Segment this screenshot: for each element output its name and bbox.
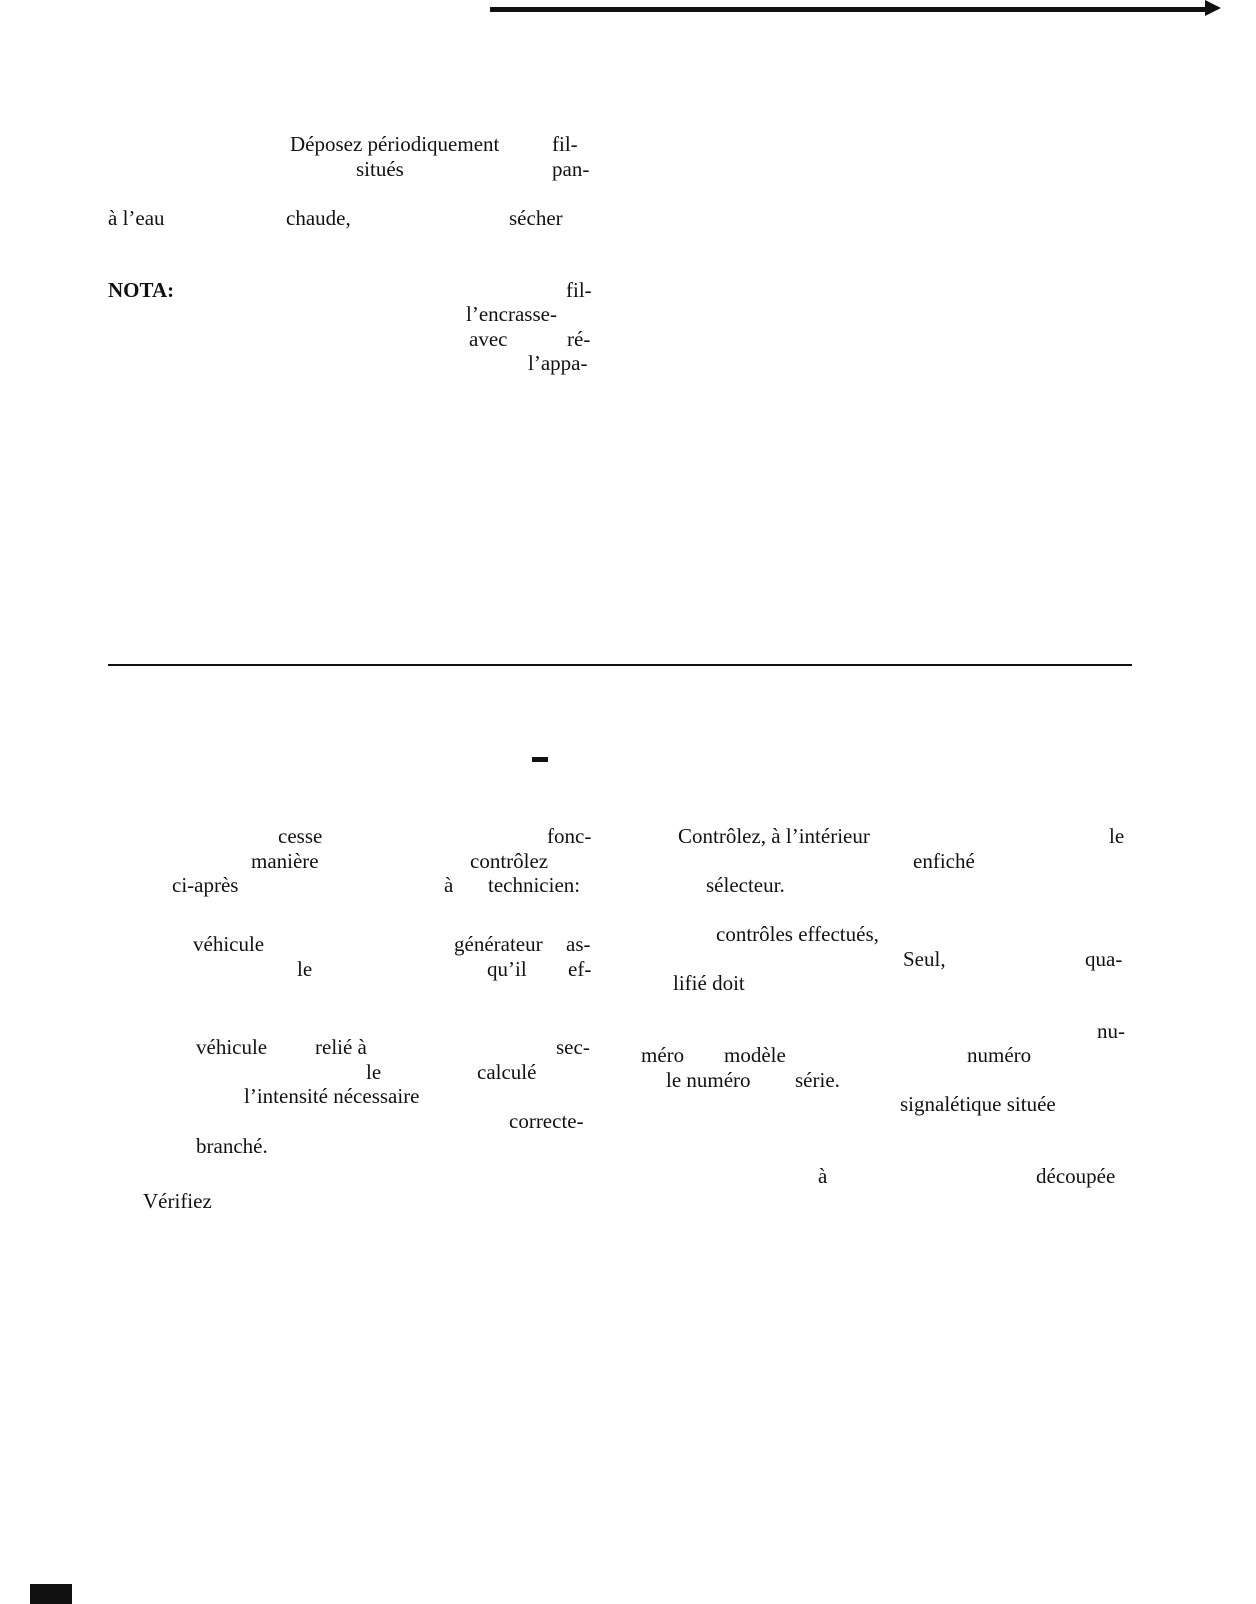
text-fragment: signalétique située	[900, 1092, 1056, 1116]
text-fragment: méro	[641, 1043, 685, 1067]
text-fragment: situés	[356, 157, 404, 181]
text-fragment: relié à	[315, 1035, 367, 1059]
text-fragment: avec	[469, 327, 508, 351]
text-fragment: Contrôlez, à l’intérieur	[678, 824, 870, 848]
text-fragment: série.	[795, 1068, 840, 1092]
text-fragment: à	[818, 1164, 828, 1188]
text-fragment: contrôlez	[470, 849, 549, 873]
text-fragment: nu-	[1097, 1019, 1125, 1043]
text-fragment: technicien:	[488, 873, 581, 897]
text-fragment: calculé	[477, 1060, 537, 1084]
text-fragment: qua-	[1085, 947, 1123, 971]
text-fragment: l’appa-	[528, 351, 588, 375]
text-fragment: chaude,	[286, 206, 351, 230]
text-fragment: l’intensité nécessaire	[244, 1084, 420, 1108]
text-fragment: manière	[251, 849, 319, 873]
text-fragment: découpée	[1036, 1164, 1116, 1188]
text-fragment: modèle	[724, 1043, 786, 1067]
text-fragment: fil-	[552, 132, 578, 156]
text-fragment: as-	[566, 932, 591, 956]
text-fragment: le	[297, 957, 313, 981]
text-fragment: contrôles effectués,	[716, 922, 879, 946]
text-fragment: ci-après	[172, 873, 239, 897]
page-corner-mark	[30, 1584, 72, 1604]
text-fragment: le	[366, 1060, 382, 1084]
text-fragment: qu’il	[487, 957, 527, 981]
text-fragment: branché.	[196, 1134, 268, 1158]
text-fragment: pan-	[552, 157, 590, 181]
text-fragment: l’encrasse-	[466, 302, 557, 326]
text-fragment: Déposez périodiquement	[290, 132, 500, 156]
text-fragment: le	[1109, 824, 1125, 848]
text-fragment: correcte-	[509, 1109, 584, 1133]
heading-dash	[532, 757, 548, 762]
text-fragment: fonc-	[547, 824, 592, 848]
text-fragment: véhicule	[196, 1035, 268, 1059]
top-rule	[490, 7, 1212, 12]
text-fragment: Seul,	[903, 947, 946, 971]
text-fragment: sélecteur.	[706, 873, 785, 897]
text-fragment: lifié doit	[673, 971, 745, 995]
text-fragment: ré-	[567, 327, 591, 351]
top-rule-arrow	[1205, 0, 1221, 16]
text-fragment: à	[444, 873, 454, 897]
section-divider	[108, 664, 1132, 666]
text-fragment: enfiché	[913, 849, 975, 873]
text-fragment: sécher	[509, 206, 563, 230]
text-fragment: fil-	[566, 278, 592, 302]
nota-label: NOTA:	[108, 278, 175, 302]
text-fragment: sec-	[556, 1035, 590, 1059]
text-fragment: ef-	[568, 957, 592, 981]
text-fragment: véhicule	[193, 932, 265, 956]
text-fragment: à l’eau	[108, 206, 165, 230]
text-fragment: numéro	[967, 1043, 1032, 1067]
text-fragment: Vérifiez	[143, 1189, 212, 1213]
text-fragment: cesse	[278, 824, 323, 848]
text-fragment: le numéro	[666, 1068, 751, 1092]
text-fragment: générateur	[454, 932, 543, 956]
